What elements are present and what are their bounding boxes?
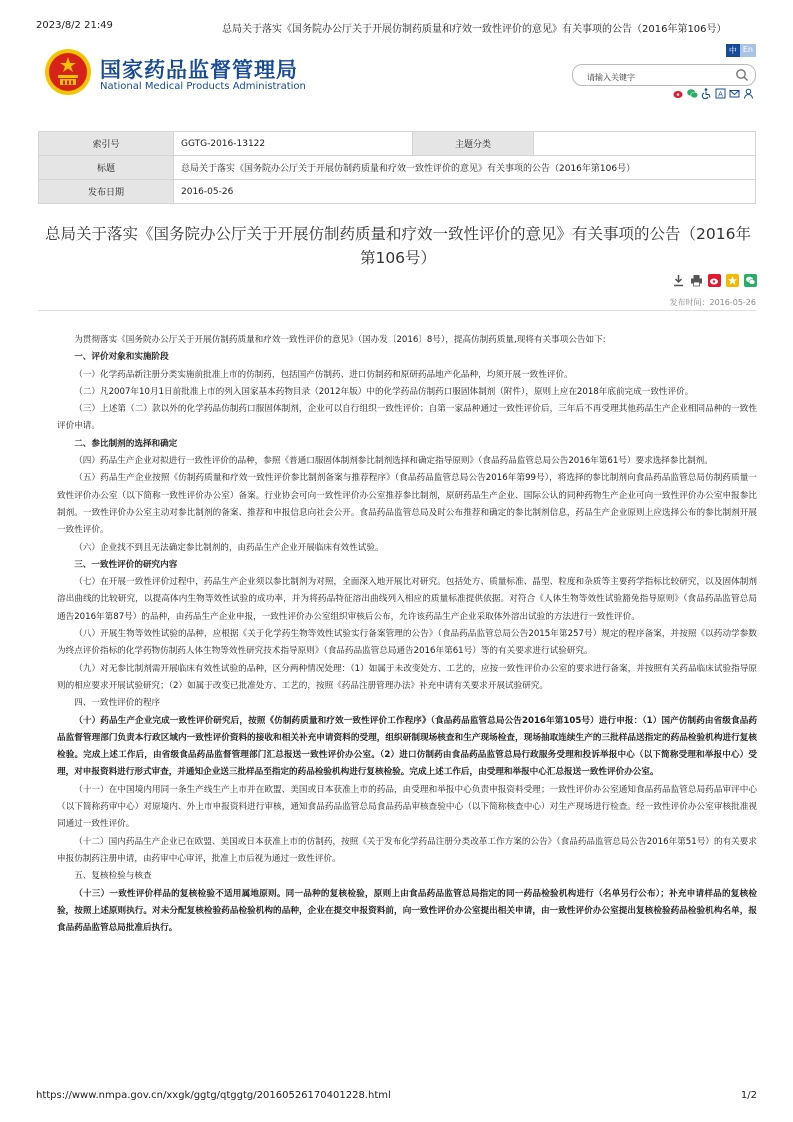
- site-header: [38, 40, 758, 102]
- paragraph: （四）药品生产企业对拟进行一致性评价的品种，参照《普通口服固体制剂参比制剂选择和确定指导原则》（食品药品监管总局公告2016年第61号）要求选择参比制剂。: [74, 456, 713, 467]
- org-name-en: National Medical Products Administration: [100, 81, 306, 92]
- paragraph: （一）化学药品新注册分类实施前批准上市的仿制药，包括国产仿制药、进口仿制药和原研药品地产化品种，均须开展一致性评价。: [74, 369, 573, 380]
- print-url: https://www.nmpa.gov.cn/xxgk/ggtg/qtggtg/20160526170401228.html: [36, 1090, 391, 1101]
- print-footer: [36, 1090, 757, 1106]
- topic-value: [534, 132, 756, 156]
- user-icon[interactable]: [743, 88, 754, 99]
- section-heading: 二、参比制剂的选择和确定: [74, 438, 178, 449]
- search-input[interactable]: [585, 72, 729, 83]
- topic-label: 主题分类: [413, 132, 534, 156]
- section-heading: 一、评价对象和实施阶段: [74, 352, 169, 363]
- publish-time: 发布时间：2016-05-26: [38, 297, 756, 311]
- section-heading: （十）药品生产企业完成一致性评价研究后，按照《仿制药质量和疗效一致性评价工作程序》（食品药品监管总局公告2016年第105号）进行申报：（1）国产仿制药由省级食品药品监督管理部门负责本行政区域内一致性评价资料的接收和相关补充申请资料的受理，组织研制现场核查和生产现场检查，现场抽取连续生产的三批样品送指定的药品检验机构进行复核检验。完成上述工作后，由省级食品药品监督管理部门汇总报送一致性评价办公室。（2）进口仿制药由食品药品监管总局行政服务受理和投诉举报中心（以下简称受理和举报中心）受理，对申报资料进行形式审查，并通知企业送三批样品至指定的药品检验机构进行复核检验。完成上述工作后，由受理和举报中心汇总报送一致性评价办公室。: [57, 715, 757, 778]
- weibo-icon[interactable]: [708, 274, 721, 287]
- metadata-table: [38, 131, 756, 204]
- date-value: 2016-05-26: [174, 180, 756, 204]
- paragraph: （五）药品生产企业按照《仿制药质量和疗效一致性评价参比制剂备案与推荐程序》（食品药品监管总局公告2016年第99号），将选择的参比制剂向食品药品监管总局仿制药质量一致性评价办公室（以下简称一致性评价办公室）备案。行业协会可向一致性评价办公室推荐参比制剂，原研药品生产企业、国际公认的同种药物生产企业可向一致性评价办公室申报参比制剂。一致性评价办公室主动对参比制剂的备案、推荐和申报信息向社会公开。食品药品监管总局及时公布推荐和确定的参比制剂信息，药品生产企业原则上应选择公布的参比制剂开展一致性评价。: [57, 473, 757, 536]
- section-heading: （十三）一致性评价样品的复核检验不适用属地原则。同一品种的复核检验，原则上由食品药品监管总局指定的同一药品检验机构进行（名单另行公布）；补充申请样品的复核检验，按照上述原则执行。对未分配复核检验药品检验机构的品种，企业在提交申报资料前，向一致性评价办公室提出相关申请，由一致性评价办公室提出复核检验药品检验机构名单，报食品药品监管总局批准后执行。: [57, 888, 757, 934]
- paragraph: （十二）国内药品生产企业已在欧盟、美国或日本获准上市的仿制药，按照《关于发布化学药品注册分类改革工作方案的公告》（食品药品监管总局公告2016年第51号）的有关要求申报仿制药注册申请，由药审中心审评，批准上市后视为通过一致性评价。: [57, 836, 757, 864]
- document-body: [57, 332, 757, 937]
- elder-mode-icon[interactable]: [715, 88, 726, 99]
- print-icon[interactable]: [690, 274, 703, 287]
- lang-en-button[interactable]: En: [740, 44, 756, 57]
- print-timestamp: 2023/8/2 21:49: [36, 20, 113, 31]
- accessibility-icon[interactable]: [701, 88, 712, 99]
- paragraph: （三）上述第（二）款以外的化学药品仿制药口服固体制剂，企业可以自行组织一致性评价；自第一家品种通过一致性评价后，三年后不再受理其他药品生产企业相同品种的一致性评价申请。: [57, 404, 757, 432]
- star-icon[interactable]: [726, 274, 739, 287]
- weibo-icon[interactable]: [673, 88, 684, 99]
- paragraph: （六）企业找不到且无法确定参比制剂的，由药品生产企业开展临床有效性试验。: [74, 542, 384, 553]
- print-header: [36, 20, 757, 36]
- wechat-icon[interactable]: [744, 274, 757, 287]
- wechat-icon[interactable]: [687, 88, 698, 99]
- index-value: GGTG-2016-13122: [174, 132, 413, 156]
- paragraph: （二）凡2007年10月1日前批准上市的列入国家基本药物目录（2012年版）中的化学药品仿制药口服固体制剂（附件），原则上应在2018年底前完成一致性评价。: [74, 386, 694, 397]
- lang-zh-button[interactable]: 中: [726, 44, 740, 57]
- search-box: [572, 64, 756, 86]
- download-icon[interactable]: [672, 274, 685, 287]
- title-label: 标题: [39, 156, 174, 180]
- svg-text:A: A: [718, 90, 723, 99]
- paragraph: （七）在开展一致性评价过程中，药品生产企业须以参比制剂为对照，全面深入地开展比对研究。包括处方、质量标准、晶型、粒度和杂质等主要药学指标比较研究，以及固体制剂溶出曲线的比较研究，以提高体内生物等效性试验的成功率，并为将药品特征溶出曲线列入相应的质量标准提供依据。对符合《人体生物等效性试验豁免指导原则》（食品药品监管总局通告2016年第87号）的品种，由药品生产企业申报，一致性评价办公室组织审核后公布，允许该药品生产企业采取体外溶出试验的方法进行一致性评价。: [57, 577, 757, 622]
- section-heading: 三、一致性评价的研究内容: [74, 559, 178, 570]
- table-row: [39, 132, 756, 156]
- emblem-icon: [44, 48, 92, 96]
- page-number: 1/2: [740, 1090, 757, 1101]
- table-row: [39, 156, 756, 180]
- paragraph: 为贯彻落实《国务院办公厅关于开展仿制药质量和疗效一致性评价的意见》（国办发〔2016〕8号），提高仿制药质量,现将有关事项公告如下:: [74, 335, 606, 345]
- title-value: 总局关于落实《国务院办公厅关于开展仿制药质量和疗效一致性评价的意见》有关事项的公告（2016年第106号）: [174, 156, 756, 180]
- paragraph: （十一）在中国境内用同一条生产线生产上市并在欧盟、美国或日本获准上市的药品，由受理和举报中心负责申报资料受理；一致性评价办公室通知食品药品监管总局药品审评中心（以下简称药审中心）对原境内、外上市申报资料进行审核，通知食品药品监管总局食品药品审核查验中心（以下简称核查中心）对生产现场进行检查。经一致性评价办公室审核批准视同通过一致性评价。: [57, 784, 757, 830]
- paragraph: 四、一致性评价的程序: [74, 698, 161, 709]
- paragraph: （八）开展生物等效性试验的品种，应根据《关于化学药生物等效性试验实行备案管理的公告》（食品药品监管总局公告2015年第257号）规定的程序备案，并按照《以药动学参数为终点评价指标的化学药物仿制药人体生物等效性研究技术指导原则》（食品药品监管总局通告2016年第61号）等的有关要求进行试验研究。: [57, 629, 757, 657]
- index-label: 索引号: [39, 132, 174, 156]
- paragraph: （九）对无参比制剂需开展临床有效性试验的品种，区分两种情况处理：（1）如属于未改变处方、工艺的，应按一致性评价办公室的要求进行备案，并按照有关药品临床试验指导原则的相应要求开展试验研究；（2）如属于改变已批准处方、工艺的，按照《药品注册管理办法》补充申请有关要求开展试验研究。: [57, 663, 757, 691]
- language-switch: [726, 44, 756, 57]
- mail-icon[interactable]: [729, 88, 740, 99]
- document-title: 总局关于落实《国务院办公厅关于开展仿制药质量和疗效一致性评价的意见》有关事项的公告（2016年第106号）: [45, 225, 751, 267]
- table-row: [39, 180, 756, 204]
- search-icon[interactable]: [735, 68, 749, 82]
- article-tools: [672, 274, 757, 287]
- header-icon-bar: [673, 88, 754, 99]
- date-label: 发布日期: [39, 180, 174, 204]
- org-name-cn: 国家药品监督管理局: [100, 58, 298, 82]
- paragraph: 五、复核检验与核查: [74, 871, 152, 882]
- print-page-title: 总局关于落实《国务院办公厅关于开展仿制药质量和疗效一致性评价的意见》有关事项的公告（2016年第106号）: [222, 24, 727, 35]
